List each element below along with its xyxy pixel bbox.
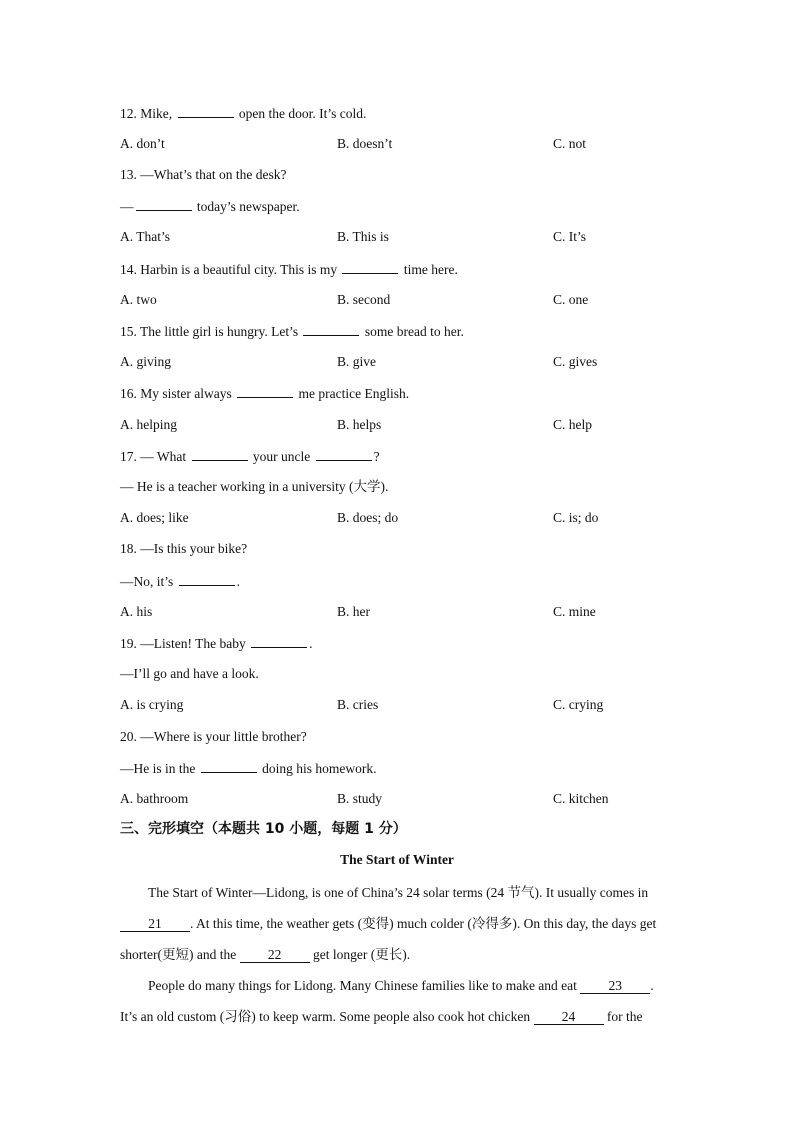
q18-option-b: B. her [337,604,370,619]
question-17-reply: — He is a teacher working in a university (大学). [120,479,389,494]
question-mark: ? [373,449,380,464]
answer-blank [316,447,372,461]
q13-option-a: A. That’s [120,229,170,244]
question-period: . [309,636,313,651]
cloze-blank-23: 23 [580,979,650,994]
q20-option-a: A. bathroom [120,791,189,806]
question-15-stem [120,322,464,341]
reply-text: —He is in the [120,761,199,776]
question-15-text-end: some bread to her. [361,324,464,339]
paragraph-text-end: for the [603,1009,643,1024]
question-12-stem [120,104,366,123]
q14-option-b: B. second [337,292,391,307]
question-13-stem: 13. —What’s that on the desk? [120,167,287,182]
question-14-stem [120,260,458,279]
answer-blank [303,322,359,336]
paragraph-2-line-1 [148,977,703,995]
question-12-text-end: open the door. It’s cold. [235,106,367,121]
cloze-blank-21: 21 [120,917,190,932]
question-19-reply: —I’ll go and have a look. [120,666,259,681]
question-19-stem [120,634,312,653]
article-title: The Start of Winter [340,852,454,867]
cloze-blank-24: 24 [534,1010,604,1025]
paragraph-text: . At this time, the weather gets (变得) much colder (冷得多). On this day, the days get [190,916,657,931]
question-14-text-end: time here. [400,262,458,277]
q12-option-a: A. don’t [120,136,165,151]
question-18-stem: 18. —Is this your bike? [120,541,248,556]
q14-option-c: C. one [553,292,589,307]
paragraph-text: shorter(更短) and the [120,947,240,962]
question-14-text: 14. Harbin is a beautiful city. This is my [120,262,341,277]
paragraph-2-line-2 [120,1008,675,1026]
paragraph-period: . [650,978,654,993]
question-17-text-mid: your uncle [249,449,314,464]
paragraph-1-line-2 [120,915,675,933]
reply-dash: — [120,199,134,214]
answer-blank [201,759,257,773]
reply-text: today’s newspaper. [193,199,300,214]
q19-option-c: C. crying [553,697,604,712]
paragraph-text: It’s an old custom (习俗) to keep warm. Some people also cook hot chicken [120,1009,534,1024]
answer-blank [251,634,307,648]
q16-option-b: B. helps [337,417,382,432]
question-15-text: 15. The little girl is hungry. Let’s [120,324,302,339]
q16-option-a: A. helping [120,417,177,432]
answer-blank [237,384,293,398]
answer-blank [178,104,234,118]
question-13-reply [120,197,300,216]
paragraph-1-line-1: The Start of Winter—Lidong, is one of China’s 24 solar terms (24 节气). It usually comes in [148,885,649,900]
q19-option-a: A. is crying [120,697,184,712]
q13-option-b: B. This is [337,229,389,244]
answer-blank [179,572,235,586]
answer-blank [342,260,398,274]
question-16-text: 16. My sister always [120,386,236,401]
answer-blank [136,197,192,211]
q17-option-b: B. does; do [337,510,399,525]
cloze-blank-22: 22 [240,948,310,963]
question-16-stem [120,384,409,403]
question-16-text-end: me practice English. [295,386,410,401]
q16-option-c: C. help [553,417,592,432]
question-17-stem [120,447,380,466]
answer-blank [192,447,248,461]
paragraph-text: People do many things for Lidong. Many Chinese families like to make and eat [148,978,581,993]
q14-option-a: A. two [120,292,157,307]
q13-option-c: C. It’s [553,229,587,244]
question-20-reply [120,759,377,778]
q15-option-b: B. give [337,354,376,369]
question-19-text: 19. —Listen! The baby [120,636,250,651]
q15-option-a: A. giving [120,354,172,369]
q15-option-c: C. gives [553,354,598,369]
q19-option-b: B. cries [337,697,379,712]
q20-option-b: B. study [337,791,383,806]
q12-option-b: B. doesn’t [337,136,393,151]
reply-text: —No, it’s [120,574,177,589]
question-20-stem: 20. —Where is your little brother? [120,729,307,744]
q17-option-c: C. is; do [553,510,599,525]
q18-option-a: A. his [120,604,153,619]
reply-period: . [236,574,241,589]
paragraph-1-line-3 [120,946,675,964]
q20-option-c: C. kitchen [553,791,609,806]
reply-text-end: doing his homework. [258,761,377,776]
question-17-text: 17. — What [120,449,190,464]
paragraph-text-end: get longer (更长). [309,947,411,962]
section-heading: 三、完形填空（本题共 10 小题，每题 1 分） [120,821,407,837]
q12-option-c: C. not [553,136,587,151]
q17-option-a: A. does; like [120,510,189,525]
q18-option-c: C. mine [553,604,596,619]
question-18-reply [120,572,240,591]
question-12-text: 12. Mike, [120,106,176,121]
